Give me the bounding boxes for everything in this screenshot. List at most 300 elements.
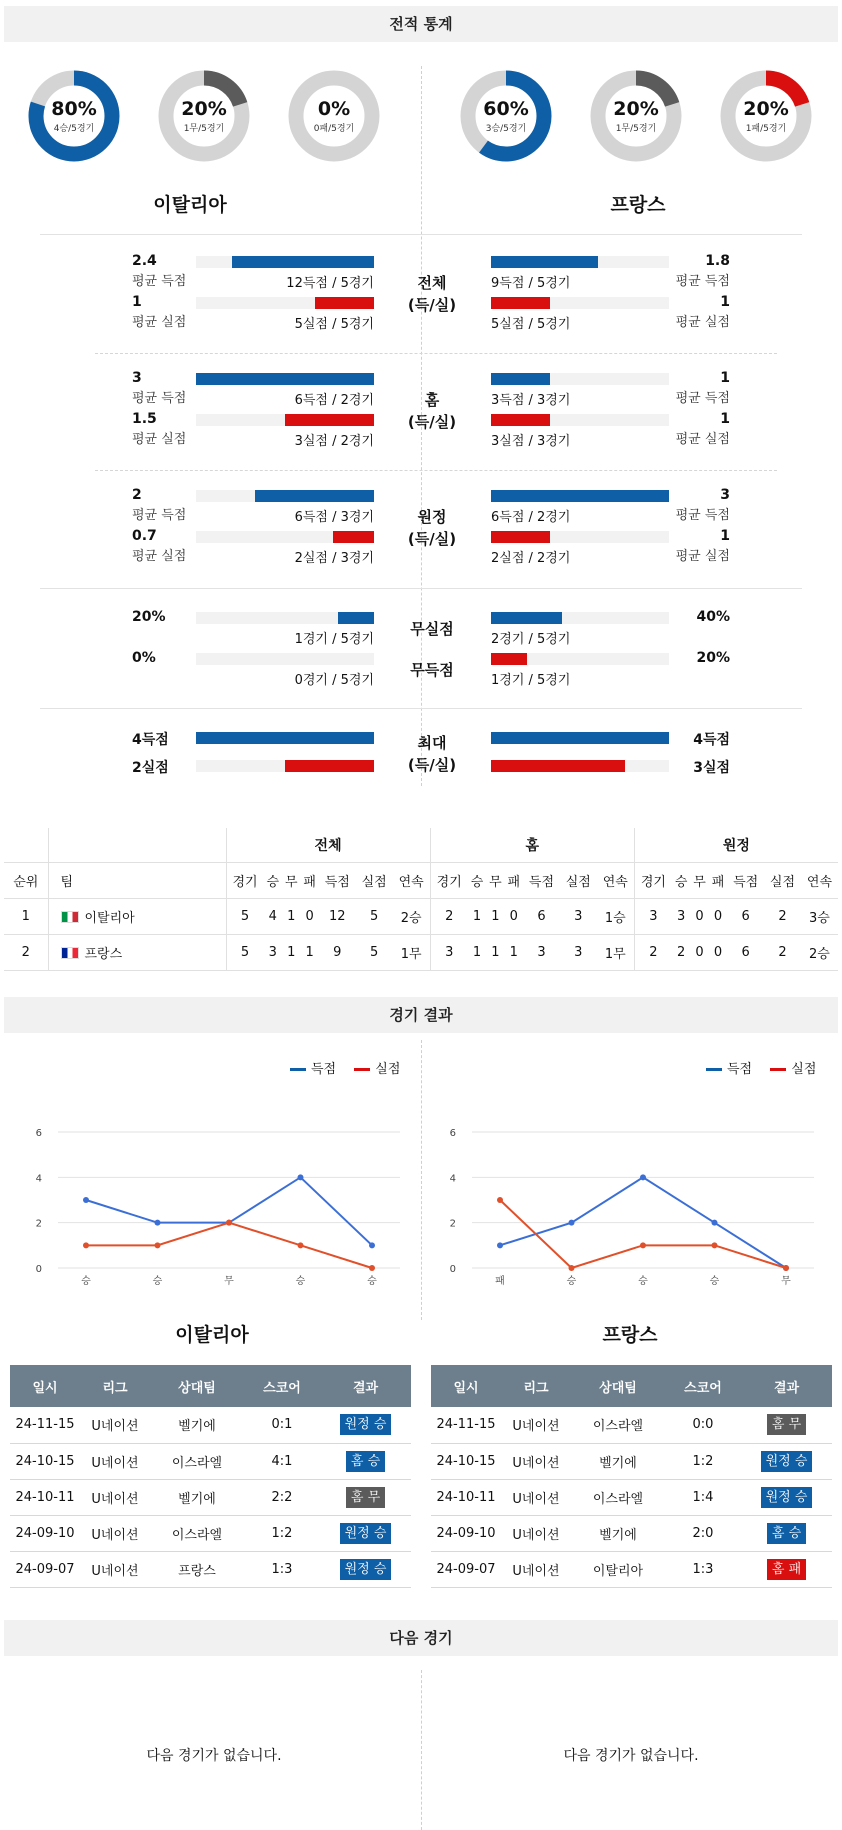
left-stat-label: 평균 실점 (132, 432, 187, 447)
right-stat-detail: 9득점 / 5경기 (491, 276, 571, 291)
result-outcome (320, 1479, 411, 1515)
stat-cell: 5 (356, 898, 393, 934)
col-0: 경기 (226, 862, 264, 898)
stat-category-label (392, 389, 472, 433)
left-stat-detail: 12득점 / 5경기 (286, 276, 374, 291)
next-match-left: 다음 경기가 없습니다. (146, 1748, 282, 1764)
donut-percent: 60% (483, 98, 529, 120)
right-clean-bar (491, 612, 562, 624)
donut-record: 3승/5경기 (485, 124, 527, 134)
result-badge: 원정 승 (340, 1414, 392, 1435)
stat-cell: 3 (264, 934, 282, 970)
team-name: 프랑스 (84, 946, 123, 962)
left-stat-bar (333, 531, 374, 543)
result-date: 24-10-15 (431, 1443, 501, 1479)
donut-record: 4승/5경기 (53, 124, 95, 134)
results-header-4: 결과 (741, 1365, 832, 1407)
result-date: 24-10-11 (431, 1479, 501, 1515)
col-6: 연속 (801, 862, 838, 898)
stat-cell: 2 (430, 898, 468, 934)
result-league: U네이션 (501, 1515, 571, 1551)
left-stat-detail: 6득점 / 3경기 (294, 510, 374, 525)
conceded-point (298, 1242, 304, 1248)
result-badge: 홈 무 (767, 1414, 806, 1435)
result-outcome (741, 1407, 832, 1443)
stat-cell: 2 (764, 934, 801, 970)
result-date: 24-10-11 (10, 1479, 80, 1515)
x-tick-label: 승 (566, 1276, 577, 1287)
right-max-bar (491, 732, 669, 744)
result-row (431, 1551, 832, 1587)
stat-cell: 4 (264, 898, 282, 934)
right-stat-bar (491, 490, 669, 502)
right-stat-value: 3 (720, 487, 730, 503)
left-stat-label: 평균 득점 (132, 391, 187, 406)
result-outcome (320, 1515, 411, 1551)
col-2: 무 (282, 862, 300, 898)
chart-left (20, 1120, 420, 1300)
result-badge: 원정 승 (340, 1523, 392, 1544)
stat-cell: 1승 (597, 898, 635, 934)
stat-cell: 2승 (393, 898, 431, 934)
right-stat-value: 1 (720, 294, 730, 310)
results-header-0: 일시 (431, 1365, 501, 1407)
stats-section-title: 전적 통계 (4, 6, 838, 42)
result-outcome (741, 1479, 832, 1515)
right-stat-detail: 2실점 / 2경기 (491, 551, 571, 566)
left-max-bar (196, 732, 374, 744)
left-max-bar (285, 760, 374, 772)
stat-cell: 1 (468, 934, 486, 970)
result-score: 1:2 (665, 1443, 741, 1479)
result-score: 1:3 (244, 1551, 320, 1587)
donut-record: 1무/5경기 (615, 124, 657, 134)
result-row (10, 1515, 411, 1551)
stat-cell: 1 (282, 934, 300, 970)
result-row (431, 1407, 832, 1443)
y-tick-label: 2 (35, 1218, 42, 1230)
col-4: 득점 (319, 862, 356, 898)
result-outcome (741, 1443, 832, 1479)
right-stat-label: 평균 실점 (675, 549, 730, 564)
result-date: 24-09-10 (431, 1515, 501, 1551)
stat-cell: 0 (709, 898, 727, 934)
col-team: 팀 (48, 862, 226, 898)
scored-point (155, 1220, 161, 1226)
next-match-right: 다음 경기가 없습니다. (563, 1748, 699, 1764)
conceded-point (640, 1242, 646, 1248)
stat-cell: 9 (319, 934, 356, 970)
stat-cell: 2 (634, 934, 672, 970)
left-stat-bar (232, 256, 374, 268)
stat-category-line: (득/실) (407, 530, 457, 548)
result-badge: 원정 승 (761, 1451, 813, 1472)
stat-cell: 0 (709, 934, 727, 970)
left-stat-value: 1.5 (132, 411, 157, 427)
right-max-value: 4득점 (693, 732, 730, 748)
results-header-1: 리그 (80, 1365, 150, 1407)
scored-line (86, 1177, 372, 1245)
col-1: 승 (264, 862, 282, 898)
right-stat-detail: 3득점 / 3경기 (491, 393, 571, 408)
standings-column-header (4, 862, 838, 898)
result-opp: 이스라엘 (150, 1443, 244, 1479)
stat-category-line: (득/실) (407, 296, 457, 314)
right-stat-bar (491, 373, 550, 385)
standings-table (4, 828, 838, 971)
col-5: 실점 (356, 862, 393, 898)
row-divider (95, 353, 777, 354)
y-tick-label: 2 (449, 1218, 456, 1230)
result-league: U네이션 (501, 1407, 571, 1443)
results-header-4: 결과 (320, 1365, 411, 1407)
stat-cell: 3 (634, 898, 672, 934)
left-stat-label: 평균 실점 (132, 549, 187, 564)
result-opp: 벨기에 (150, 1479, 244, 1515)
x-tick-label: 승 (367, 1276, 377, 1287)
conceded-point (226, 1220, 232, 1226)
left-clean-value: 20% (132, 609, 166, 625)
stat-cell: 1 (505, 934, 523, 970)
results-header-3: 스코어 (665, 1365, 741, 1407)
left-stat-label: 평균 득점 (132, 274, 187, 289)
stat-cell: 1 (282, 898, 300, 934)
donut-record: 1패/5경기 (745, 124, 787, 134)
stat-cell: 2승 (801, 934, 838, 970)
stat-cell: 5 (226, 898, 264, 934)
col-5: 실점 (764, 862, 801, 898)
chart-right (440, 1120, 840, 1300)
left-stat-bar (255, 490, 374, 502)
result-date: 24-10-15 (10, 1443, 80, 1479)
stat-category-label (392, 506, 472, 550)
results-header-2: 상대팀 (571, 1365, 665, 1407)
stat-cell: 5 (226, 934, 264, 970)
result-row (431, 1479, 832, 1515)
col-3: 패 (505, 862, 523, 898)
chart-divider (421, 1040, 422, 1320)
scored-point (298, 1174, 304, 1180)
scored-point (569, 1220, 575, 1226)
results-header-1: 리그 (501, 1365, 571, 1407)
scored-point (640, 1174, 646, 1180)
result-score: 2:0 (665, 1515, 741, 1551)
left-clean-detail: 0경기 / 5경기 (294, 673, 374, 688)
result-outcome (741, 1551, 832, 1587)
legend-right (706, 1058, 816, 1077)
result-opp: 이탈리아 (571, 1551, 665, 1587)
conceded-line (500, 1200, 786, 1268)
left-stat-value: 0.7 (132, 528, 157, 544)
stat-cell: 1무 (597, 934, 635, 970)
donut-percent: 20% (181, 98, 227, 120)
result-league: U네이션 (501, 1443, 571, 1479)
legend-conceded-swatch (354, 1068, 370, 1071)
result-opp: 프랑스 (150, 1551, 244, 1587)
max-category-line: (득/실) (407, 756, 457, 774)
results-team-left: 이탈리아 (175, 1324, 249, 1346)
left-max-value: 2실점 (132, 760, 169, 776)
result-badge: 홈 패 (767, 1559, 806, 1580)
right-clean-value: 20% (696, 650, 730, 666)
donut-percent: 20% (743, 98, 789, 120)
x-tick-label: 무 (781, 1276, 791, 1287)
result-score: 4:1 (244, 1443, 320, 1479)
right-stat-bar (491, 414, 550, 426)
col-6: 연속 (597, 862, 635, 898)
team-cell (48, 898, 226, 934)
donut-record: 1무/5경기 (183, 124, 225, 134)
stat-category-line: 홈 (424, 391, 440, 409)
conceded-point (569, 1265, 575, 1271)
max-category-label (392, 732, 472, 776)
clean-category-label: 무득점 (410, 661, 454, 679)
donut-chart (720, 70, 812, 162)
stat-cell: 2 (764, 898, 801, 934)
col-2: 무 (690, 862, 708, 898)
result-badge: 원정 승 (340, 1559, 392, 1580)
stat-cell: 0 (690, 898, 708, 934)
result-outcome (320, 1443, 411, 1479)
standings-row (4, 934, 838, 970)
result-row (431, 1443, 832, 1479)
results-header-row (431, 1365, 832, 1407)
conceded-point (369, 1265, 375, 1271)
x-tick-label: 승 (295, 1276, 306, 1287)
right-clean-bar (491, 653, 527, 665)
results-table-right (431, 1365, 832, 1588)
right-stat-value: 1 (720, 370, 730, 386)
result-league: U네이션 (80, 1515, 150, 1551)
divider (40, 588, 802, 589)
legend-scored-swatch (706, 1068, 722, 1071)
donut-percent: 80% (51, 98, 97, 120)
rank: 2 (4, 934, 48, 970)
result-badge: 원정 승 (761, 1487, 813, 1508)
result-score: 1:3 (665, 1551, 741, 1587)
donut-chart (28, 70, 120, 162)
results-header-0: 일시 (10, 1365, 80, 1407)
next-section-title: 다음 경기 (4, 1620, 838, 1656)
y-tick-label: 6 (35, 1128, 42, 1139)
stat-cell: 6 (727, 934, 764, 970)
conceded-point (497, 1197, 503, 1203)
right-stat-value: 1.8 (705, 253, 730, 269)
left-clean-value: 0% (132, 650, 156, 666)
stat-cell: 6 (727, 898, 764, 934)
divider (40, 234, 802, 235)
result-score: 0:1 (244, 1407, 320, 1443)
result-date: 24-09-07 (10, 1551, 80, 1587)
stat-cell: 3 (430, 934, 468, 970)
stat-cell: 0 (300, 898, 318, 934)
results-table-left (10, 1365, 411, 1588)
y-tick-label: 4 (35, 1173, 42, 1185)
result-row (10, 1407, 411, 1443)
result-score: 0:0 (665, 1407, 741, 1443)
right-stat-label: 평균 실점 (675, 315, 730, 330)
donut-percent: 0% (317, 98, 351, 120)
stat-cell: 3 (672, 898, 690, 934)
result-date: 24-11-15 (10, 1407, 80, 1443)
right-stat-label: 평균 득점 (675, 508, 730, 523)
stat-cell: 12 (319, 898, 356, 934)
stat-cell: 2 (672, 934, 690, 970)
stat-cell: 1 (486, 934, 504, 970)
result-opp: 이스라엘 (571, 1479, 665, 1515)
team-name-left: 이탈리아 (153, 194, 227, 216)
result-league: U네이션 (80, 1551, 150, 1587)
stat-cell: 6 (523, 898, 560, 934)
scored-point (497, 1242, 503, 1248)
left-stat-detail: 2실점 / 3경기 (294, 551, 374, 566)
result-row (10, 1479, 411, 1515)
row-divider (95, 470, 777, 471)
result-league: U네이션 (501, 1479, 571, 1515)
right-clean-detail: 1경기 / 5경기 (491, 673, 571, 688)
result-date: 24-09-10 (10, 1515, 80, 1551)
result-date: 24-09-07 (431, 1551, 501, 1587)
conceded-point (155, 1242, 161, 1248)
stat-cell: 3승 (801, 898, 838, 934)
result-badge: 홈 승 (767, 1523, 806, 1544)
right-stat-bar (491, 531, 550, 543)
result-outcome (320, 1407, 411, 1443)
x-tick-label: 무 (224, 1276, 234, 1287)
max-category-line: 최대 (417, 734, 447, 752)
right-stat-bar (491, 256, 598, 268)
stat-cell: 0 (690, 934, 708, 970)
left-stat-bar (285, 414, 374, 426)
col-4: 득점 (523, 862, 560, 898)
team-name-right: 프랑스 (610, 194, 666, 216)
legend-conceded-swatch (770, 1068, 786, 1071)
col-1: 승 (468, 862, 486, 898)
conceded-point (783, 1265, 789, 1271)
scored-point (369, 1242, 375, 1248)
left-stat-value: 2.4 (132, 253, 157, 269)
stat-cell: 1 (300, 934, 318, 970)
legend-scored-swatch (290, 1068, 306, 1071)
conceded-line (86, 1223, 372, 1268)
left-stat-bar (196, 373, 374, 385)
col-5: 실점 (560, 862, 597, 898)
col-4: 득점 (727, 862, 764, 898)
divider (40, 708, 802, 709)
result-score: 1:4 (665, 1479, 741, 1515)
france-flag-icon (61, 947, 79, 959)
stat-category-line: (득/실) (407, 413, 457, 431)
result-outcome (741, 1515, 832, 1551)
legend-conceded: 실점 (791, 1062, 817, 1077)
donut-chart (158, 70, 250, 162)
left-max-value: 4득점 (132, 732, 169, 748)
group-away: 원정 (634, 828, 838, 862)
donut-percent: 20% (613, 98, 659, 120)
clean-category-label: 무실점 (410, 620, 454, 638)
results-header-row (10, 1365, 411, 1407)
standings-group-header (4, 828, 838, 862)
right-stat-detail: 6득점 / 2경기 (491, 510, 571, 525)
y-tick-label: 0 (35, 1264, 42, 1275)
x-tick-label: 패 (495, 1276, 505, 1287)
y-tick-label: 4 (449, 1173, 456, 1185)
right-stat-label: 평균 득점 (675, 274, 730, 289)
legend-left (290, 1058, 400, 1077)
col-0: 경기 (634, 862, 672, 898)
stat-category-line: 원정 (417, 508, 447, 526)
conceded-point (83, 1242, 89, 1248)
col-6: 연속 (393, 862, 431, 898)
left-stat-label: 평균 득점 (132, 508, 187, 523)
conceded-point (712, 1242, 718, 1248)
right-stat-bar (491, 297, 550, 309)
left-stat-value: 3 (132, 370, 142, 386)
results-header-2: 상대팀 (150, 1365, 244, 1407)
donut-record: 0패/5경기 (313, 124, 355, 134)
stat-cell: 3 (560, 934, 597, 970)
result-row (10, 1443, 411, 1479)
group-home: 홈 (430, 828, 634, 862)
stat-cell: 3 (523, 934, 560, 970)
left-clean-bar-track (196, 653, 374, 665)
stat-category-line: 전체 (417, 274, 447, 292)
result-league: U네이션 (80, 1479, 150, 1515)
right-stat-label: 평균 실점 (675, 432, 730, 447)
donut-chart (590, 70, 682, 162)
x-tick-label: 승 (638, 1276, 648, 1287)
result-row (431, 1515, 832, 1551)
result-opp: 벨기에 (571, 1443, 665, 1479)
group-all: 전체 (226, 828, 430, 862)
col-3: 패 (300, 862, 318, 898)
stat-category-label (392, 272, 472, 316)
standings-row (4, 898, 838, 934)
stat-cell: 1무 (393, 934, 431, 970)
legend-scored: 득점 (311, 1062, 337, 1077)
y-tick-label: 0 (449, 1264, 456, 1275)
stat-cell: 1 (486, 898, 504, 934)
stat-cell: 3 (560, 898, 597, 934)
left-clean-bar (338, 612, 374, 624)
result-opp: 벨기에 (571, 1515, 665, 1551)
team-name: 이탈리아 (84, 910, 135, 926)
result-opp: 이스라엘 (571, 1407, 665, 1443)
result-league: U네이션 (80, 1407, 150, 1443)
left-stat-detail: 3실점 / 2경기 (294, 434, 374, 449)
left-stat-value: 1 (132, 294, 142, 310)
x-tick-label: 승 (709, 1276, 720, 1287)
right-stat-detail: 3실점 / 3경기 (491, 434, 571, 449)
left-stat-value: 2 (132, 487, 142, 503)
legend-scored: 득점 (727, 1062, 753, 1077)
col-3: 패 (709, 862, 727, 898)
stat-cell: 0 (505, 898, 523, 934)
result-date: 24-11-15 (431, 1407, 501, 1443)
right-clean-value: 40% (696, 609, 730, 625)
result-badge: 홈 승 (346, 1451, 385, 1472)
result-score: 2:2 (244, 1479, 320, 1515)
right-stat-value: 1 (720, 528, 730, 544)
right-stat-detail: 5실점 / 5경기 (491, 317, 571, 332)
left-stat-detail: 6득점 / 2경기 (294, 393, 374, 408)
scored-point (712, 1220, 718, 1226)
right-max-bar (491, 760, 625, 772)
donut-chart (288, 70, 380, 162)
left-stat-bar (315, 297, 374, 309)
left-clean-detail: 1경기 / 5경기 (294, 632, 374, 647)
result-league: U네이션 (501, 1551, 571, 1587)
